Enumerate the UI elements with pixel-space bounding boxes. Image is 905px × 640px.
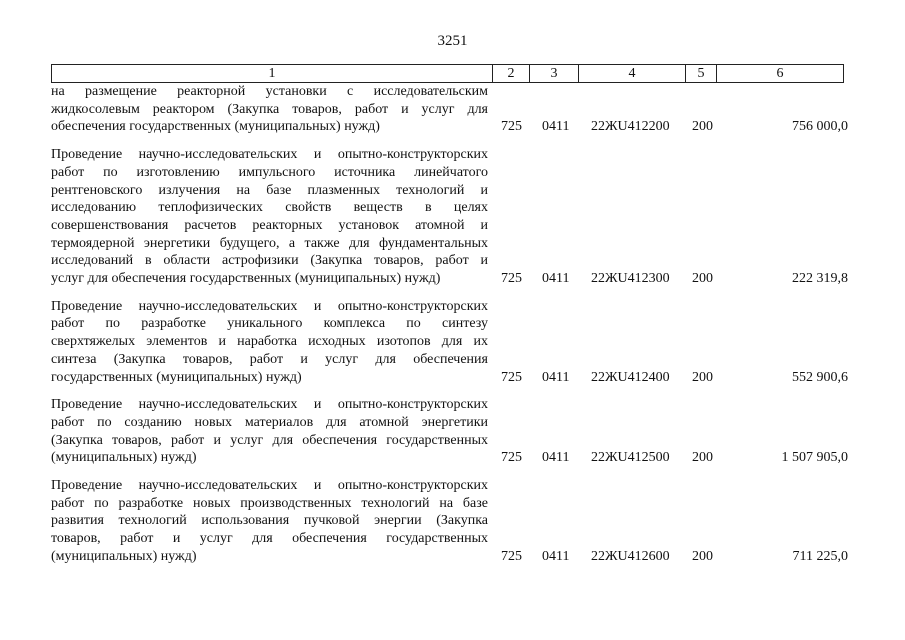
description-line: исследованию теплофизических свойств веществ в целях xyxy=(51,200,488,216)
row-description xyxy=(51,146,488,288)
description-line: исследований в области астрофизики (Закупка товаров, работ и xyxy=(51,253,488,269)
section-code: 0411 xyxy=(542,271,570,287)
description-line: сверхтяжелых элементов и наработка исходных изотопов для их xyxy=(51,334,488,350)
page-number: 3251 xyxy=(437,33,468,49)
table-header xyxy=(51,64,844,83)
expense-type-code: 200 xyxy=(692,369,713,385)
header-col-1: 1 xyxy=(52,65,493,82)
header-col-2: 2 xyxy=(493,65,530,82)
amount-value: 552 900,6 xyxy=(792,369,848,385)
ministry-code: 725 xyxy=(501,548,522,564)
description-line: Проведение научно-исследовательских и опытно-конструкторских xyxy=(51,147,488,163)
section-code: 0411 xyxy=(542,119,570,135)
table-body xyxy=(51,83,848,566)
description-line: совершенствования расчетов реакторных установок атомной и xyxy=(51,217,488,233)
table-row xyxy=(51,146,848,288)
description-line: синтеза (Закупка товаров, работ и услуг для обеспечения xyxy=(51,351,488,367)
table-row xyxy=(51,477,848,566)
description-line: работ по изготовлению импульсного источника линейчатого xyxy=(51,164,488,180)
section-code: 0411 xyxy=(542,548,570,564)
description-line: Проведение научно-исследовательских и опытно-конструкторских xyxy=(51,478,488,494)
header-col-6: 6 xyxy=(776,66,784,81)
description-line: на размещение реакторной установки с исследовательским xyxy=(51,84,488,99)
description-line: развития технологий использования пучковой энергии (Закупка xyxy=(51,513,488,529)
description-line: (Закупка товаров, работ и услуг для обеспечения государственных xyxy=(51,432,488,448)
section-code: 0411 xyxy=(542,369,570,385)
amount-value: 222 319,8 xyxy=(792,271,848,287)
expense-type-code: 200 xyxy=(692,548,713,564)
expense-type-code: 200 xyxy=(692,450,713,466)
description-line: работ по разработке уникального комплекса по синтезу xyxy=(51,316,488,332)
ministry-code: 725 xyxy=(501,271,522,287)
row-description xyxy=(51,477,488,566)
description-line: работ по разработке новых производственных технологий на базе xyxy=(51,495,488,511)
description-line: обеспечения государственных (муниципальных) нужд) xyxy=(51,119,380,135)
ministry-code: 725 xyxy=(501,369,522,385)
table-row xyxy=(51,396,848,467)
description-line: (муниципальных) нужд) xyxy=(51,548,197,564)
amount-value: 711 225,0 xyxy=(792,548,848,564)
description-line: рентгеновского излучения на базе плазменных технологий и xyxy=(51,182,488,198)
ministry-code: 725 xyxy=(501,450,522,466)
description-line: (муниципальных) нужд) xyxy=(51,450,197,466)
ministry-code: 725 xyxy=(501,119,522,135)
description-line: услуг для обеспечения государственных (муниципальных) нужд) xyxy=(51,271,441,287)
description-line: Проведение научно-исследовательских и опытно-конструкторских xyxy=(51,397,488,413)
description-line: товаров, работ и услуг для обеспечения государственных xyxy=(51,531,488,547)
description-line: жидкосолевым реактором (Закупка товаров, работ и услуг для xyxy=(51,101,488,117)
description-line: термоядерной энергетики будущего, а также для фундаментальных xyxy=(51,235,488,251)
target-article-code: 22ЖU412500 xyxy=(591,450,670,466)
target-article-code: 22ЖU412600 xyxy=(591,548,670,564)
header-col-5: 5 xyxy=(686,65,717,82)
expense-type-code: 200 xyxy=(692,119,713,135)
target-article-code: 22ЖU412400 xyxy=(591,369,670,385)
amount-value: 1 507 905,0 xyxy=(781,450,848,466)
row-description xyxy=(51,83,488,136)
table-row xyxy=(51,298,848,387)
row-description xyxy=(51,396,488,467)
section-code: 0411 xyxy=(542,450,570,466)
row-description xyxy=(51,298,488,387)
expense-type-code: 200 xyxy=(692,271,713,287)
target-article-code: 22ЖU412300 xyxy=(591,271,670,287)
description-line: Проведение научно-исследовательских и опытно-конструкторских xyxy=(51,298,488,314)
header-col-4: 4 xyxy=(579,65,686,82)
table-row xyxy=(51,83,848,136)
description-line: работ по созданию новых материалов для атомной энергетики xyxy=(51,414,488,430)
target-article-code: 22ЖU412200 xyxy=(591,119,670,135)
description-line: государственных (муниципальных) нужд) xyxy=(51,369,302,385)
amount-value: 756 000,0 xyxy=(792,119,848,135)
header-col-3: 3 xyxy=(530,65,579,82)
